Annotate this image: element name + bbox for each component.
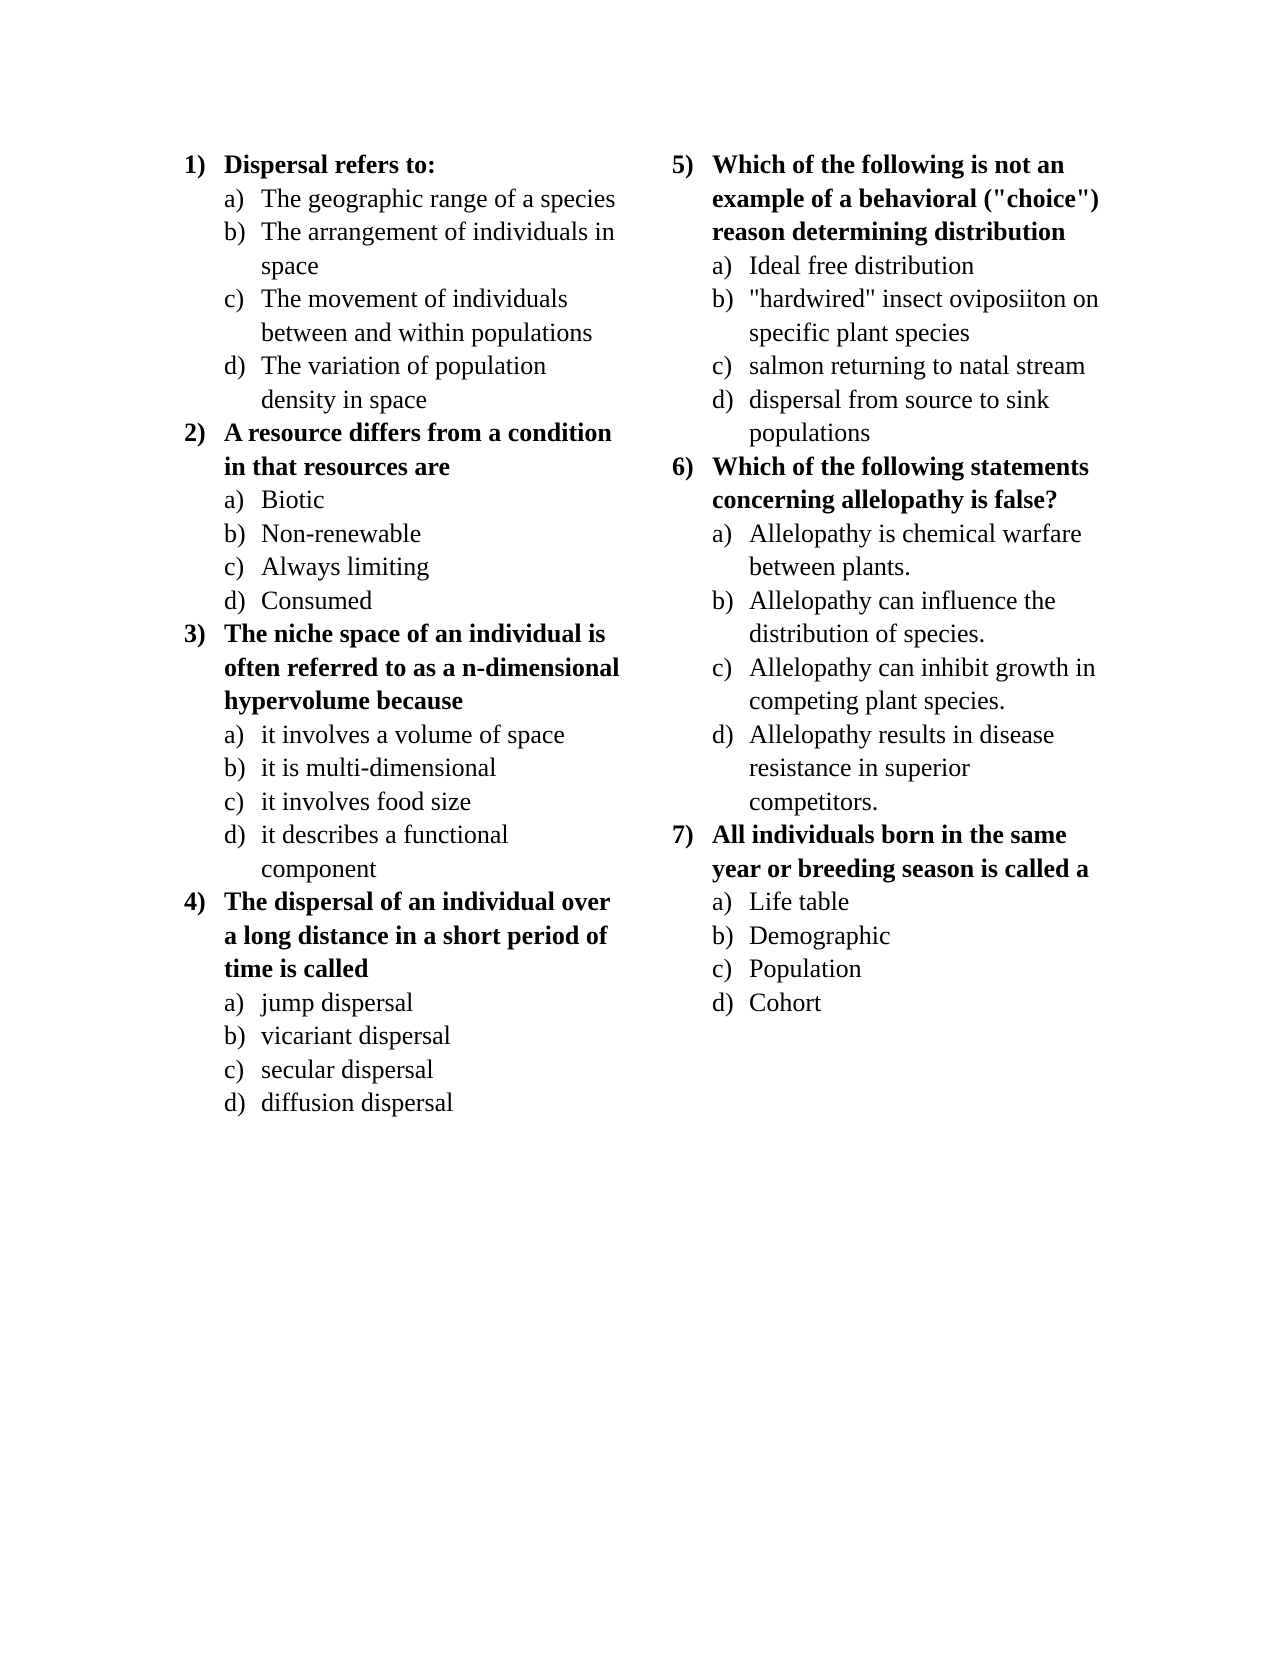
option-a [224,718,624,752]
option-letter: d) [224,1088,246,1117]
option-letter: c) [224,284,245,313]
option-text: Allelopathy can inhibit growth in competing plant species. [749,652,1096,715]
option-list [224,182,624,417]
question-number: 7) [672,820,694,849]
option-list [224,483,624,617]
option-text: The geographic range of a species [261,183,616,213]
option-text: Demographic [749,920,891,950]
option-d [224,1086,624,1120]
question-3 [184,617,624,885]
option-letter: d) [712,384,734,414]
option-list [712,517,1102,819]
option-text: "hardwired" insect oviposiiton on specific plant species [749,284,1099,347]
option-list [712,249,1102,450]
option-a [224,483,624,517]
question-2 [184,416,624,617]
option-d [712,986,1102,1020]
question-6 [672,450,1102,819]
option-b [224,1019,624,1053]
option-letter: b) [224,1021,246,1050]
option-b [712,919,1102,953]
option-text: dispersal from source to sink populations [749,384,1050,447]
option-c [224,282,624,349]
question-7 [672,818,1102,1019]
option-text: Always limiting [261,552,430,581]
option-a [712,517,1102,584]
option-b [224,215,624,282]
option-a [712,885,1102,919]
option-d [224,818,624,885]
option-letter: b) [712,920,734,950]
option-d [712,718,1102,819]
option-letter: a) [224,485,245,514]
question-text: Which of the following statements concerning allelopathy is false? [712,451,1089,514]
right-column [672,148,1102,1019]
question-number: 6) [672,451,694,481]
option-letter: d) [712,719,734,749]
option-d [224,349,624,416]
option-text: salmon returning to natal stream [749,351,1086,380]
option-letter: a) [712,887,733,916]
option-letter: c) [224,552,245,581]
option-letter: a) [712,250,733,280]
question-number: 1) [184,150,206,179]
option-letter: c) [224,1054,245,1084]
option-letter: a) [712,518,733,548]
option-b [712,584,1102,651]
option-text: vicariant dispersal [261,1021,451,1050]
option-text: Consumed [261,585,373,615]
option-text: The movement of individuals between and within populations [261,284,593,347]
question-4 [184,885,624,1120]
option-list [224,986,624,1120]
option-letter: b) [712,585,734,615]
option-text: Ideal free distribution [749,250,975,280]
option-list [712,885,1102,1019]
question-5 [672,148,1102,450]
option-b [224,751,624,785]
option-a [224,182,624,216]
option-a [224,986,624,1020]
option-text: The variation of population density in space [261,351,547,414]
option-text: it is multi-dimensional [261,753,497,782]
option-c [224,550,624,584]
option-letter: b) [224,217,246,246]
option-letter: c) [712,652,733,682]
option-text: diffusion dispersal [261,1088,454,1117]
option-d [224,584,624,618]
option-letter: b) [712,284,734,313]
option-c [712,349,1102,383]
question-text: A resource differs from a condition in that resources are [224,418,612,481]
option-letter: c) [712,351,733,380]
question-text: Which of the following is not an example of a behavioral ("choice") reason determining distribution [712,150,1100,246]
question-text: Dispersal refers to: [224,150,436,179]
option-letter: b) [224,753,246,782]
option-text: Population [749,954,862,983]
option-b [224,517,624,551]
option-c [712,651,1102,718]
option-letter: c) [224,786,245,816]
option-letter: b) [224,518,246,548]
option-c [224,1053,624,1087]
option-letter: d) [712,987,734,1017]
option-text: secular dispersal [261,1054,434,1084]
option-text: Cohort [749,987,822,1017]
option-d [712,383,1102,450]
option-text: Allelopathy is chemical warfare between plants. [749,518,1082,581]
question-number: 2) [184,418,206,447]
question-text: The niche space of an individual is often referred to as a n-dimensional hypervolume because [224,619,620,715]
option-letter: a) [224,183,245,213]
option-letter: d) [224,585,246,615]
option-c [712,952,1102,986]
question-number: 3) [184,619,206,648]
option-text: Allelopathy can influence the distribution of species. [749,585,1056,648]
option-letter: a) [224,719,245,749]
option-text: The arrangement of individuals in space [261,217,615,280]
option-text: Non-renewable [261,518,422,548]
question-text: The dispersal of an individual over a long distance in a short period of time is called [224,887,610,983]
option-text: it involves food size [261,786,472,816]
option-text: Life table [749,887,850,916]
option-list [224,718,624,886]
question-number: 4) [184,887,206,916]
question-text: All individuals born in the same year or breeding season is called a [712,820,1089,883]
option-a [712,249,1102,283]
option-text: it involves a volume of space [261,719,565,749]
option-letter: c) [712,954,733,983]
option-text: jump dispersal [261,987,414,1017]
option-letter: d) [224,820,246,849]
option-c [224,785,624,819]
option-b [712,282,1102,349]
left-column [184,148,624,1120]
option-letter: a) [224,987,245,1017]
option-text: Allelopathy results in disease resistance in superior competitors. [749,719,1055,816]
question-1 [184,148,624,416]
question-number: 5) [672,150,694,179]
option-text: Biotic [261,485,325,514]
option-letter: d) [224,351,246,380]
option-text: it describes a functional component [261,820,509,883]
